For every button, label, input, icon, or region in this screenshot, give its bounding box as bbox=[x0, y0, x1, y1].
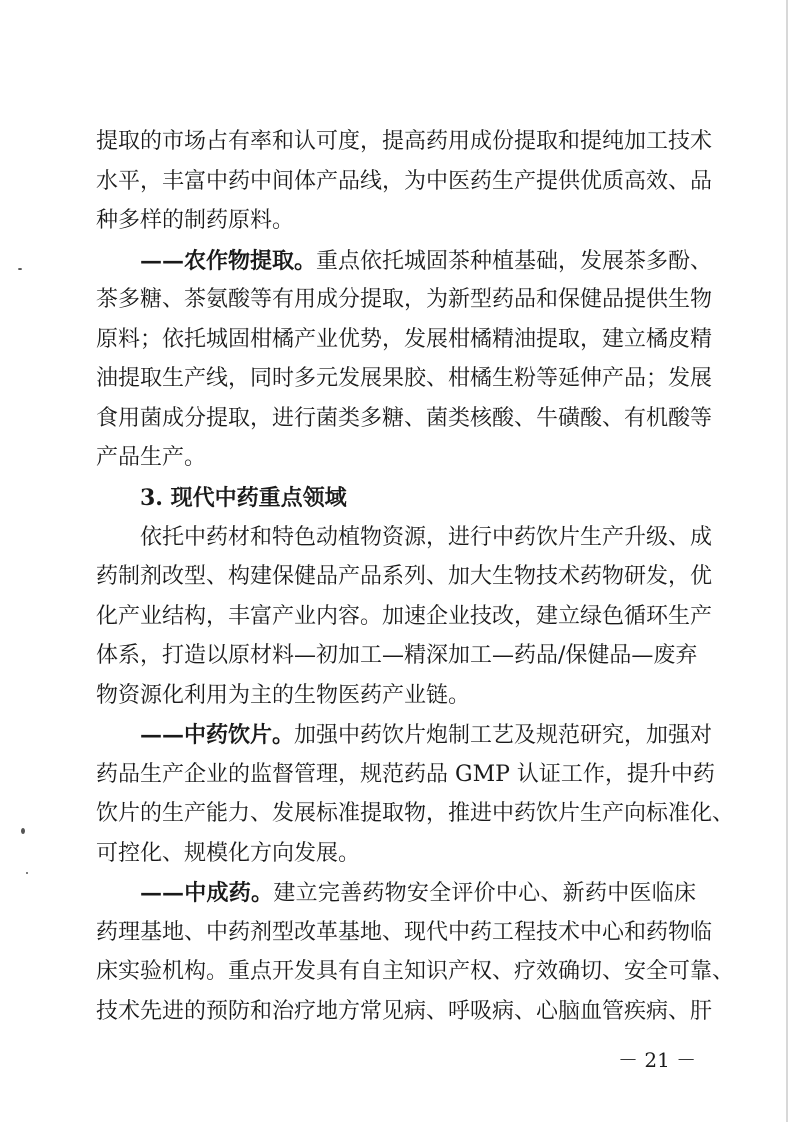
body-text-line: 药品生产企业的监督管理，规范药品 GMP 认证工作，提升中药 bbox=[96, 762, 715, 787]
body-text-line: 药制剂改型、构建保健品产品系列、加大生物技术药物研发，优 bbox=[96, 564, 713, 589]
page-number: － 21 － bbox=[618, 1048, 697, 1072]
body-text: 建立完善药物安全评价中心、新药中医临床 bbox=[273, 881, 696, 906]
scan-speck bbox=[21, 828, 25, 834]
body-text-line: 食用菌成分提取，进行菌类多糖、菌类核酸、牛磺酸、有机酸等 bbox=[96, 406, 713, 431]
subsection-heading: ——中成药。 bbox=[140, 880, 274, 906]
body-text-line: 化产业结构，丰富产业内容。加速企业技改，建立绿色循环生产 bbox=[96, 604, 713, 629]
scan-speck bbox=[26, 872, 28, 874]
body-text-line: 产品生产。 bbox=[96, 445, 207, 470]
paragraph-first-line bbox=[140, 879, 696, 908]
body-text-line: 提取的市场占有率和认可度，提高药用成份提取和提纯加工技术 bbox=[96, 129, 713, 154]
section-heading: 3. 现代中药重点领域 bbox=[140, 485, 347, 511]
scan-edge bbox=[786, 0, 788, 1122]
body-text-line: 种多样的制药原料。 bbox=[96, 208, 295, 233]
body-text-line: 体系，打造以原材料—初加工—精深加工—药品/保健品—废弃 bbox=[96, 643, 698, 668]
body-text: 重点依托城固茶种植基础，发展茶多酚、 bbox=[316, 249, 713, 274]
body-text-line: 原料；依托城固柑橘产业优势，发展柑橘精油提取，建立橘皮精 bbox=[96, 327, 713, 352]
paragraph-first-line bbox=[140, 721, 713, 750]
body-text-line: 技术先进的预防和治疗地方常见病、呼吸病、心脑血管疾病、肝 bbox=[96, 999, 713, 1024]
body-text-line: 物资源化利用为主的生物医药产业链。 bbox=[96, 683, 471, 708]
body-text-line: 油提取生产线，同时多元发展果胶、柑橘生粉等延伸产品；发展 bbox=[96, 366, 713, 391]
body-text-line: 依托中药材和特色动植物资源，进行中药饮片生产升级、成 bbox=[140, 525, 713, 550]
body-text-line: 可控化、规模化方向发展。 bbox=[96, 841, 361, 866]
scan-speck bbox=[18, 268, 22, 270]
paragraph-first-line bbox=[140, 247, 713, 276]
body-text-line: 水平，丰富中药中间体产品线，为中医药生产提供优质高效、品 bbox=[96, 169, 713, 194]
body-text: 加强中药饮片炮制工艺及规范研究，加强对 bbox=[294, 723, 713, 748]
body-text-line: 床实验机构。重点开发具有自主知识产权、疗效确切、安全可靠、 bbox=[96, 959, 735, 984]
subsection-heading: ——中药饮片。 bbox=[140, 722, 295, 748]
body-text-line: 饮片的生产能力、发展标准提取物，推进中药饮片生产向标准化、 bbox=[96, 801, 735, 826]
body-text-line: 茶多糖、茶氨酸等有用成分提取，为新型药品和保健品提供生物 bbox=[96, 287, 713, 312]
body-text-line: 药理基地、中药剂型改革基地、现代中药工程技术中心和药物临 bbox=[96, 920, 713, 945]
subsection-heading: ——农作物提取。 bbox=[140, 248, 317, 274]
